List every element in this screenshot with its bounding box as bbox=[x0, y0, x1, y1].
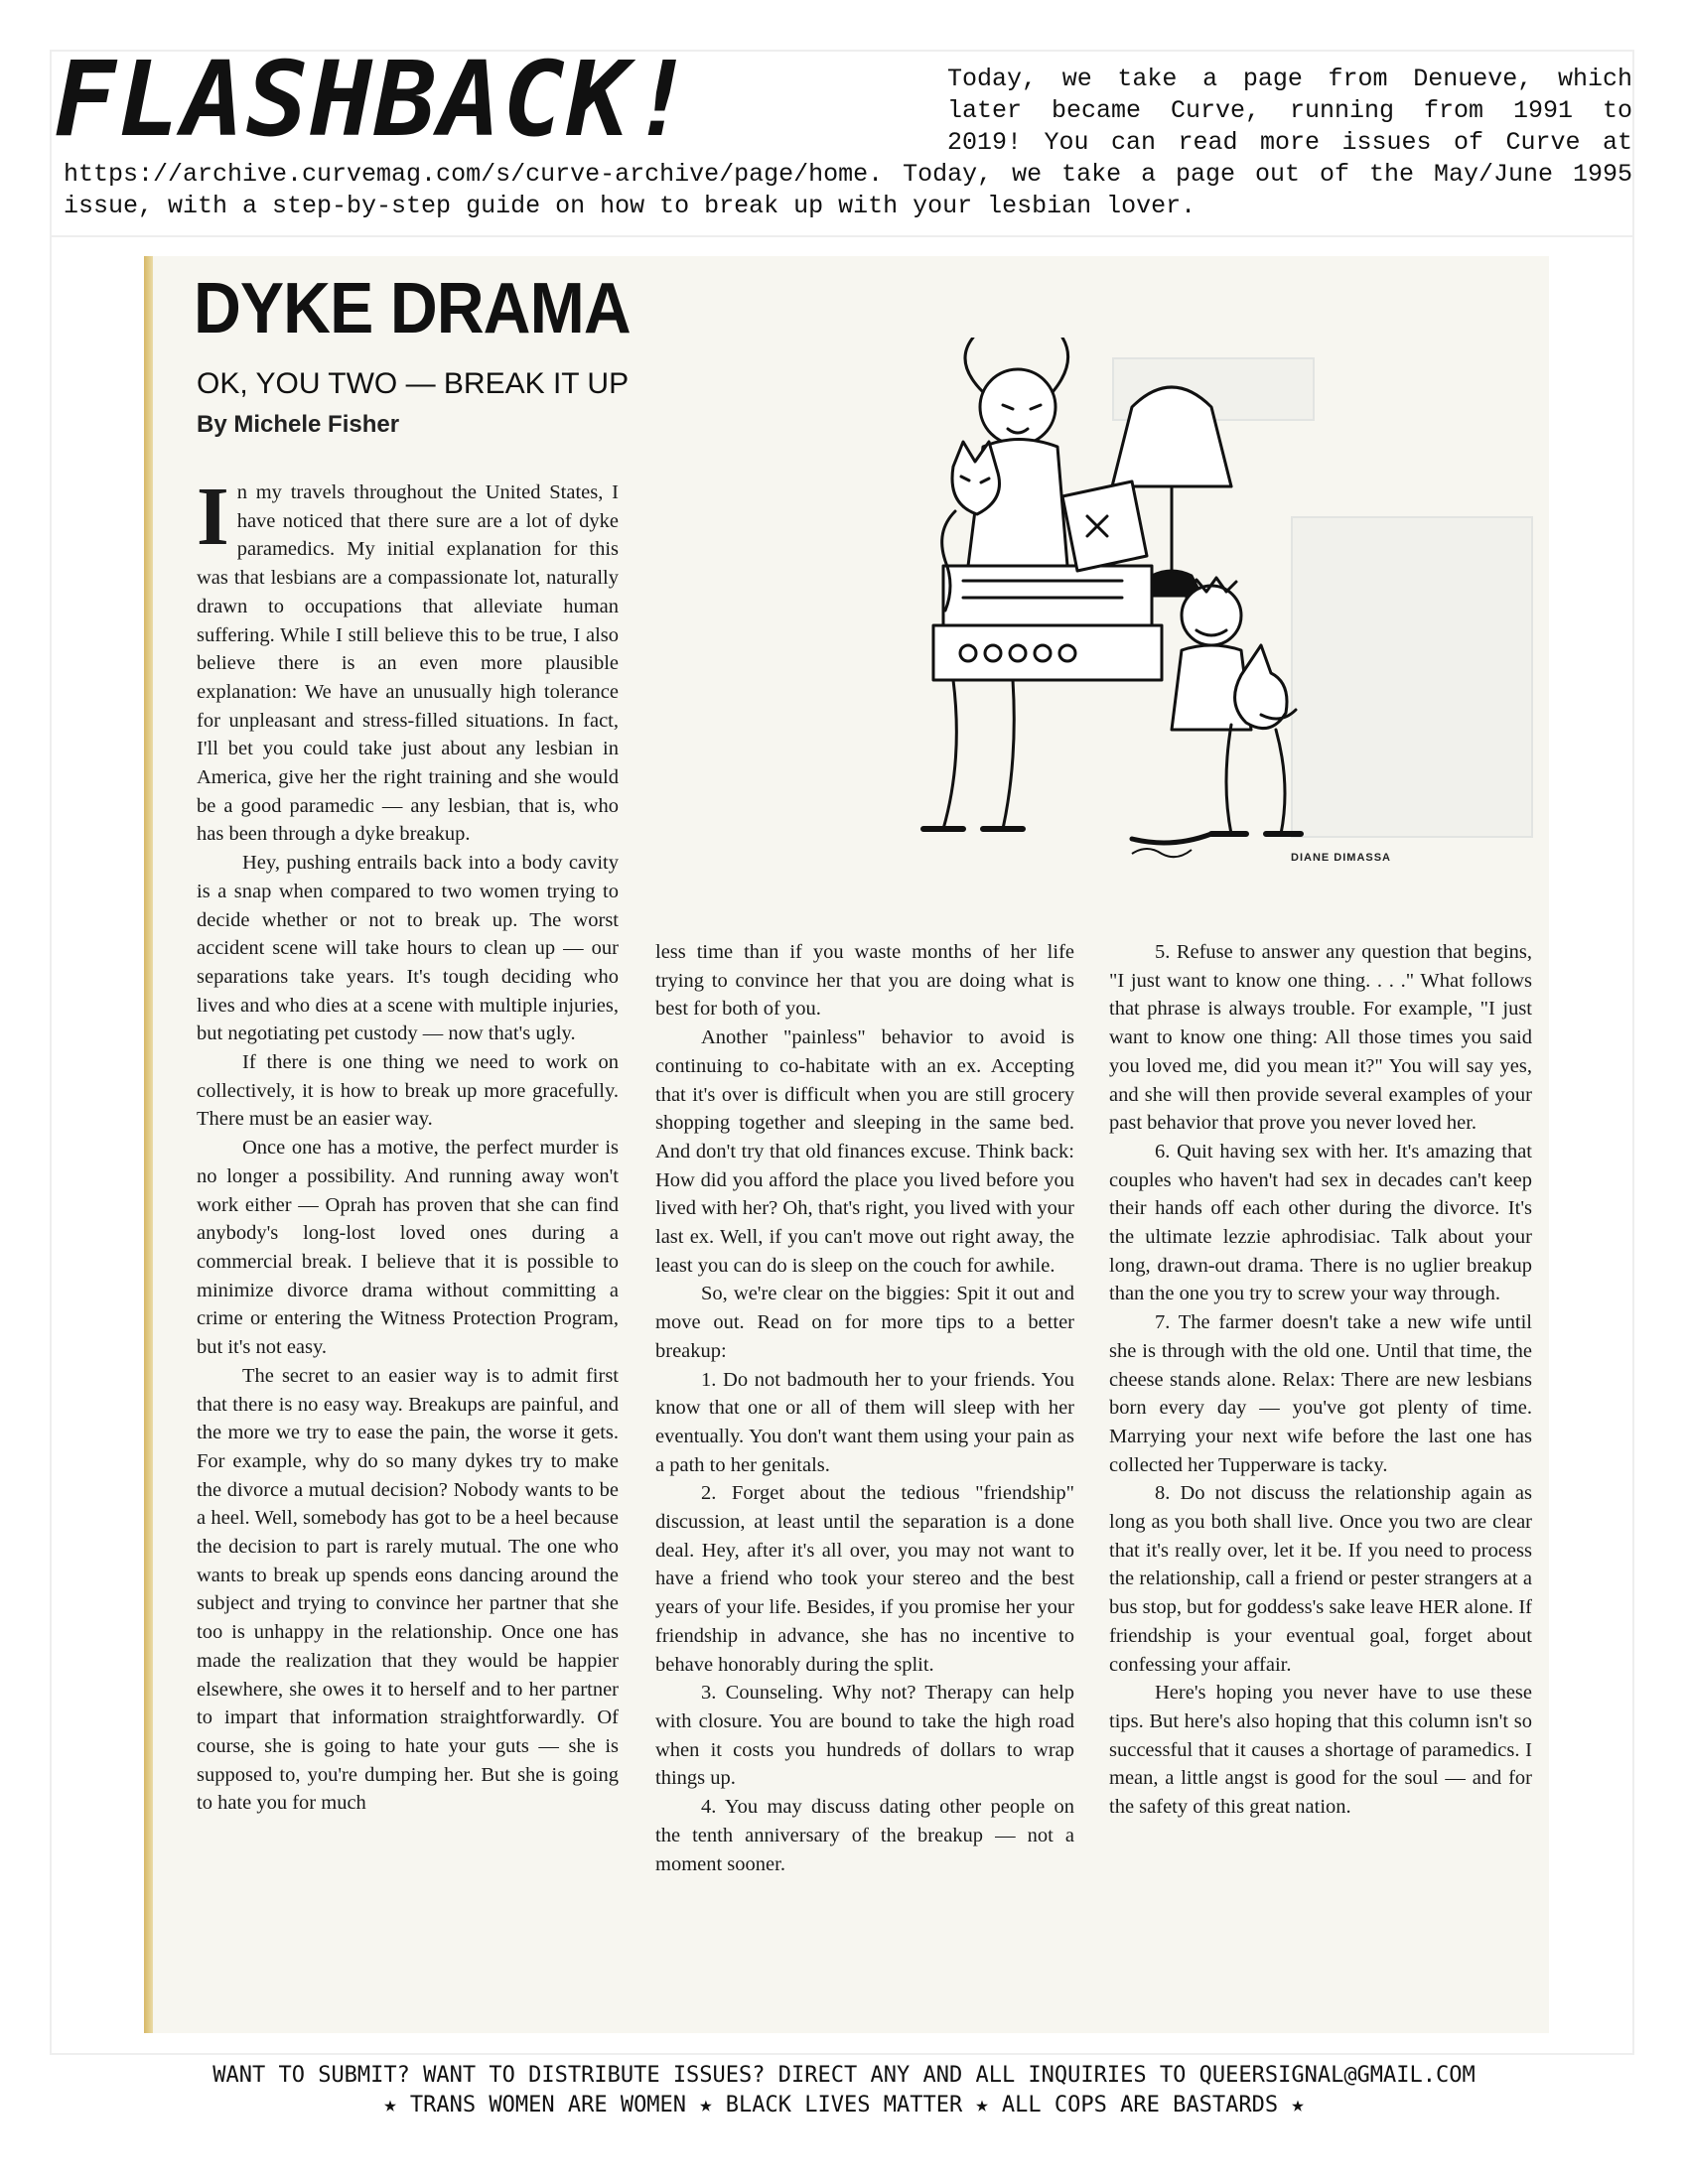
paragraph: 3. Counseling. Why not? Therapy can help with closure. You are bound to take the high road when it costs you hundreds of dollars to wrap things up. bbox=[655, 1682, 1074, 1790]
paragraph: The secret to an easier way is to admit first that there is no easy way. Breakups are painful, and the more we try to ease the pain, the worse it gets. For example, why do so many dykes try to make the divorce a mutual decision? Nobody wants to be a heel. Well, somebody has got to be a heel because the decision to part is rarely mutual. The one who wants to break up spends eons dancing around the subject and trying to convince her partner that she too is unhappy in the relationship. Once one has made the realization that they would be happier elsewhere, she owes it to herself and to her partner to impart that information straightforwardly. Of course, she is going to hate your guts — she is supposed to, you're dumping her. But she is going to hate you for much bbox=[197, 1364, 619, 1815]
article-byline: By Michele Fisher bbox=[197, 411, 400, 438]
paragraph: 8. Do not discuss the relationship again as long as you both shall live. Once you two are clear that it's really over, let it be. If you need to process the relationship, call a friend or pester strangers at a bus stop, but for goddess's sake leave HER alone. If friendship is your eventual goal, forget about confessing your affair. bbox=[1109, 1482, 1532, 1676]
paragraph: 7. The farmer doesn't take a new wife until she is through with the old one. Until that time, the cheese stands alone. Relax: There are new lesbians born every day — you've got plenty of time. Marrying your next wife before the last one has collected her Tupperware is tacky. bbox=[1109, 1311, 1532, 1476]
drop-cap: I bbox=[197, 471, 229, 563]
masthead-title: FLASHBACK! bbox=[54, 39, 696, 160]
paragraph: So, we're clear on the biggies: Spit it out and move out. Read on for more tips to a better breakup: bbox=[655, 1283, 1074, 1362]
cartoon-illustration bbox=[834, 338, 1350, 874]
paragraph: 5. Refuse to answer any question that begins, "I just want to know one thing. . . ." What follows that phrase is always trouble. For example, "I just want to know one thing: All those times you said you loved me, did you mean it?" You will say yes, and she will then provide several examples of your past behavior that prove you never loved her. bbox=[1109, 941, 1532, 1135]
section-title: DYKE DRAMA bbox=[194, 269, 631, 348]
intro-block bbox=[64, 64, 1632, 222]
paragraph: Another "painless" behavior to avoid is continuing to co-habitate with an ex. Accepting that it's over is difficult when you are still grocery shopping together and sleeping in the same bed. And don't try that old finances excuse. Think back: How did you afford the place you lived before you lived with her? Oh, that's right, you lived with your last ex. Well, if you can't move out right away, the least you can do is sleep on the couch for awhile. bbox=[655, 1026, 1074, 1277]
article-column-2 bbox=[655, 938, 1074, 1878]
intro-text: Today, we take a page from Denueve, which later became Curve, running from 1991 to 2019! You can read more issues of Curve at https://archive.curvemag.com/s/curve-archive/page/home. Today, we take a page out of the May/June 1995 issue, with a step-by-step guide on how to break up with your lesbian lover. bbox=[64, 65, 1632, 220]
paragraph: In my travels throughout the United States, I have noticed that there sure are a lot of dyke paramedics. My initial explanation for this was that lesbians are a compassionate lot, naturally drawn to occupations that alleviate human suffering. While I still believe this to be true, I also believe there is an even more plausible explanation: We have an unusually high tolerance for unpleasant and stress-filled situations. In fact, I'll bet you could take just about any lesbian in America, give her the right training and she would be a good paramedic — any lesbian, that is, who has been through a dyke breakup. bbox=[197, 471, 619, 846]
paragraph: less time than if you waste months of her life trying to convince her that you are doing what is best for both of you. bbox=[655, 941, 1074, 1021]
paragraph: 1. Do not badmouth her to your friends. You know that one or all of them will sleep with her eventually. You don't want them using your pain as a path to her genitals. bbox=[655, 1368, 1074, 1476]
illustration-credit: DIANE DIMASSA bbox=[1291, 852, 1392, 864]
page-binding-edge bbox=[144, 256, 153, 2033]
footer-contact: WANT TO SUBMIT? WANT TO DISTRIBUTE ISSUES? DIRECT ANY AND ALL INQUIRIES TO QUEERSIGNAL@GMAIL.COM bbox=[212, 2063, 1476, 2088]
article-column-1 bbox=[197, 471, 619, 1818]
paragraph: Here's hoping you never have to use these tips. But here's also hoping that this column isn't so successful that it causes a shortage of paramedics. I mean, a little angst is good for the soul — and for the safety of this great nation. bbox=[1109, 1682, 1532, 1819]
paragraph: If there is one thing we need to work on collectively, it is how to break up more gracefully. There must be an easier way. bbox=[197, 1051, 619, 1131]
paragraph: 4. You may discuss dating other people on the tenth anniversary of the breakup — not a moment sooner. bbox=[655, 1796, 1074, 1875]
paragraph: 6. Quit having sex with her. It's amazing that couples who haven't had sex in decades can't keep their hands off each other during the divorce. It's the ultimate lezzie aphrodisiac. Talk about your long, drawn-out drama. There is no uglier breakup than the one you try to screw your way through. bbox=[1109, 1140, 1532, 1305]
footer-slogans: ★ TRANS WOMEN ARE WOMEN ★ BLACK LIVES MATTER ★ ALL COPS ARE BASTARDS ★ bbox=[383, 2093, 1305, 2117]
article-headline: OK, YOU TWO — BREAK IT UP bbox=[197, 367, 630, 400]
article-column-3 bbox=[1109, 938, 1532, 1822]
paragraph: 2. Forget about the tedious "friendship" discussion, at least until the separation is a done deal. Hey, after it's all over, you may not want to have a friend who took your stereo and the best years of your life. Besides, if you promise her your friendship in advance, she has no incentive to behave honorably during the split. bbox=[655, 1482, 1074, 1676]
header-divider bbox=[50, 235, 1634, 237]
paragraph: Hey, pushing entrails back into a body cavity is a snap when compared to two women trying to decide whether or not to break up. The worst accident scene will take hours to clean up — our separations take years. It's tough deciding who lives and who dies at a scene with multiple injuries, but negotiating pet custody — now that's ugly. bbox=[197, 852, 619, 1045]
paragraph: Once one has a motive, the perfect murder is no longer a possibility. And running away won't work either — Oprah has proven that she can find anybody's long-lost loved ones during a commercial break. I believe that it is possible to minimize divorce drama without committing a crime or entering the Witness Protection Program, but it's not easy. bbox=[197, 1137, 619, 1359]
